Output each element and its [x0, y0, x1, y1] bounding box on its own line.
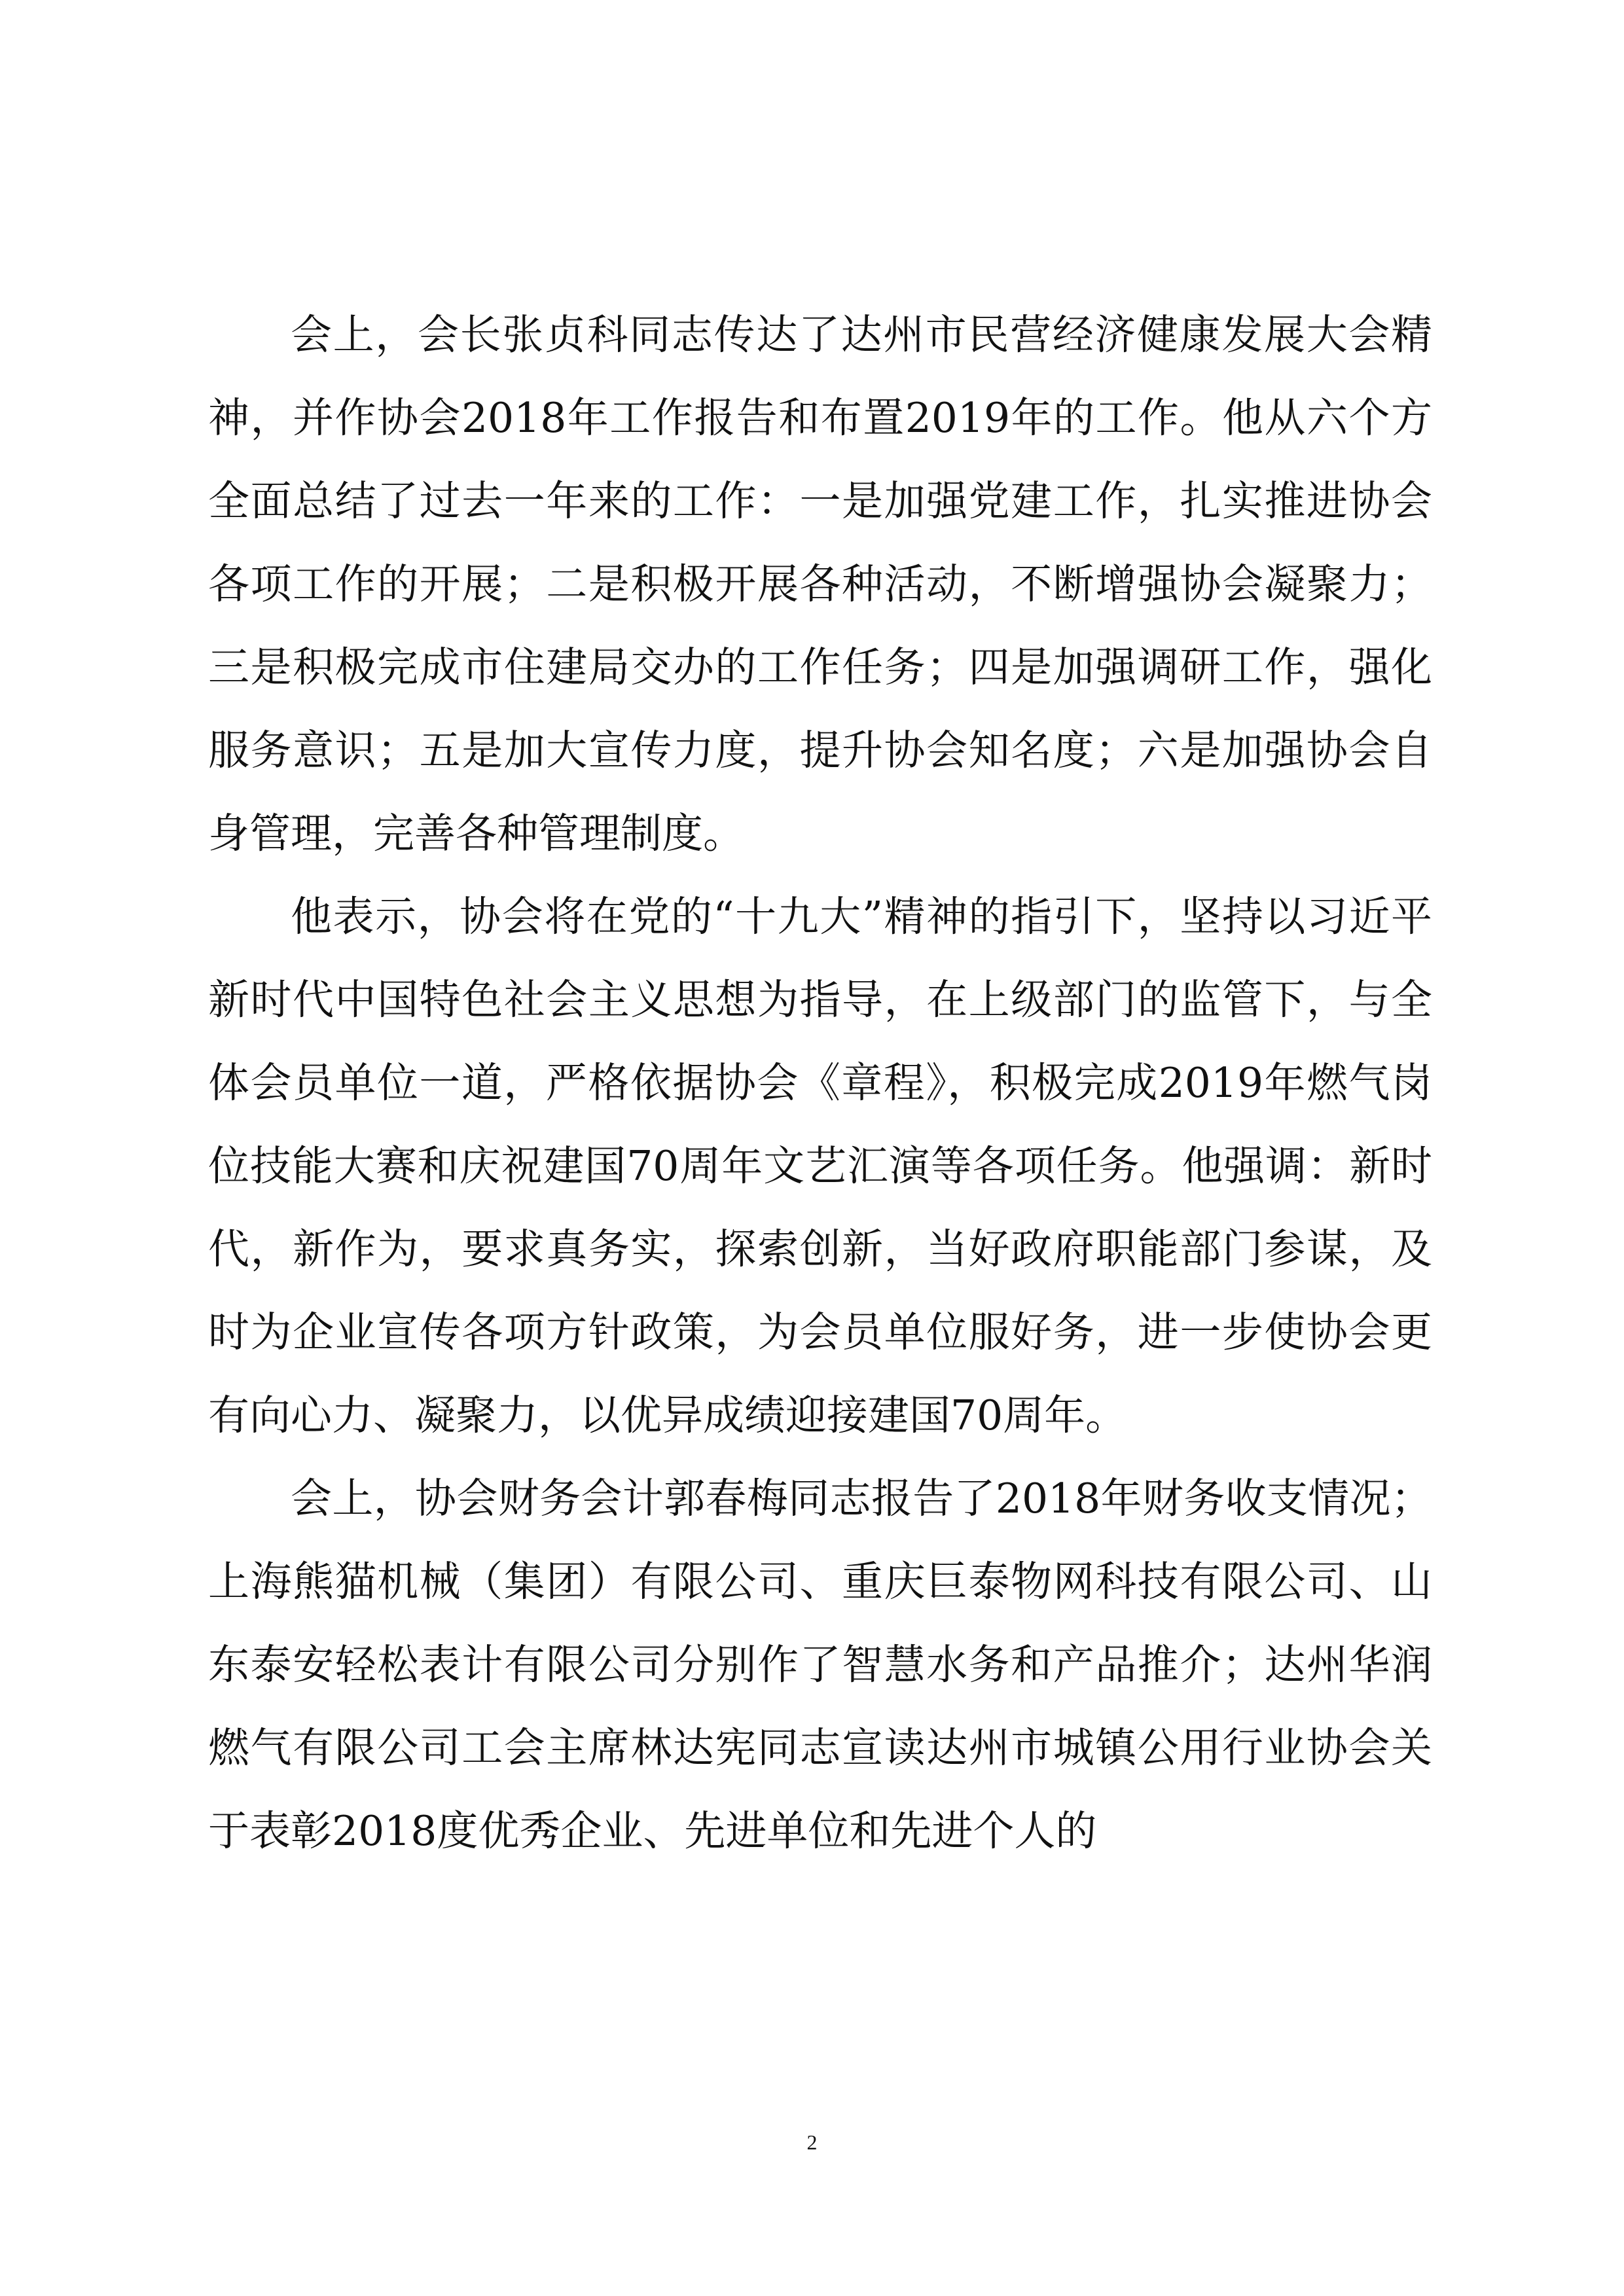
paragraph-2: 他表示，协会将在党的“十九大”精神的指引下，坚持以习近平新时代中国特色社会主义思想为指导，在上级部门的监管下，与全体会员单位一道，严格依据协会《章程》，积极完成2019年燃气岗位技能大赛和庆祝建国70周年文艺汇演等各项任务。他强调：新时代，新作为，要求真务实，探索创新，当好政府职能部门参谋，及时为企业宣传各项方针政策，为会员单位服好务，进一步使协会更有向心力、凝聚力，以优异成绩迎接建国70周年。 — [208, 893, 1432, 1439]
paragraph-1: 会上，会长张贞科同志传达了达州市民营经济健康发展大会精神，并作协会2018年工作报告和布置2019年的工作。他从六个方全面总结了过去一年来的工作：一是加强党建工作，扎实推进协会各项工作的开展；二是积极开展各种活动，不断增强协会凝聚力；三是积极完成市住建局交办的工作任务；四是加强调研工作，强化服务意识；五是加大宣传力度，提升协会知名度；六是加强协会自身管理，完善各种管理制度。 — [208, 311, 1432, 857]
paragraph-3: 会上，协会财务会计郭春梅同志报告了2018年财务收支情况；上海熊猫机械（集团）有限公司、重庆巨泰物网科技有限公司、山东泰安轻松表计有限公司分别作了智慧水务和产品推介；达州华润燃气有限公司工会主席林达宪同志宣读达州市城镇公用行业协会关于表彰2018度优秀企业、先进单位和先进个人的 — [208, 1475, 1432, 1855]
page-number: 2 — [806, 2130, 818, 2154]
body-text — [208, 293, 1432, 1873]
